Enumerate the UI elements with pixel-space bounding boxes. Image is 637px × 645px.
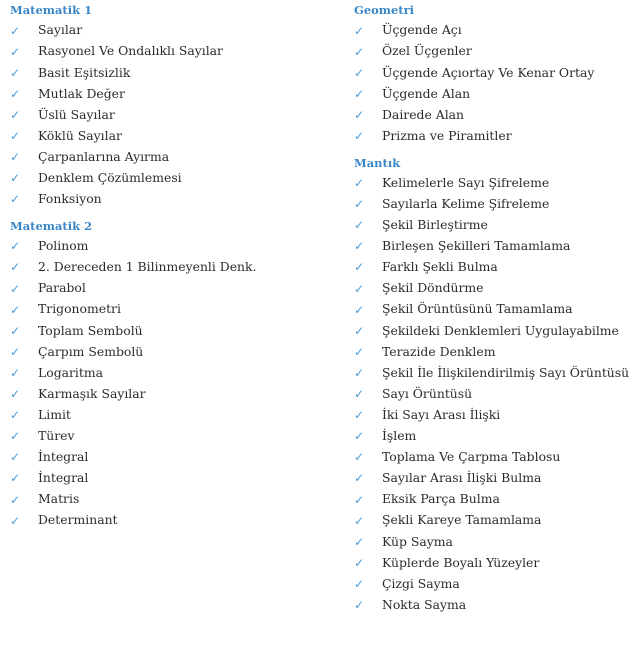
list-item-label: Küp Sayma [382, 533, 453, 549]
checkmark-icon: ✓ [10, 192, 21, 207]
list-item [354, 489, 637, 510]
list-item [10, 510, 330, 531]
list-item-label: Dairede Alan [382, 106, 465, 122]
list-item [354, 573, 637, 594]
checkmark-icon: ✓ [354, 260, 365, 275]
checkmark-icon: ✓ [10, 150, 21, 165]
list-item [354, 125, 637, 146]
list-item [10, 62, 330, 83]
checkmark-icon: ✓ [354, 387, 365, 402]
list-item-label: Rasyonel Ve Ondalıklı Sayılar [38, 43, 223, 59]
list-item-label: Nokta Sayma [382, 596, 467, 612]
list-item [354, 384, 637, 405]
checkmark-icon: ✓ [10, 260, 21, 275]
list-item [10, 468, 330, 489]
section-mantik [354, 153, 637, 616]
list-item-label: Toplama Ve Çarpma Tablosu [382, 449, 561, 465]
list-item-label: Çarpanlarına Ayırma [38, 148, 170, 164]
list-item-label: Köklü Sayılar [38, 127, 122, 143]
checkmark-icon: ✓ [354, 429, 365, 444]
list-item-label: 2. Dereceden 1 Bilinmeyenli Denk. [38, 259, 257, 275]
list-item-label: Trigonometri [38, 301, 121, 317]
checkmark-icon: ✓ [354, 450, 365, 465]
list-item [10, 278, 330, 299]
list-item [354, 468, 637, 489]
list-item [10, 320, 330, 341]
section-title: Geometri [354, 3, 415, 17]
list-item [354, 426, 637, 447]
checkmark-icon: ✓ [10, 86, 21, 101]
section-matematik-1 [10, 0, 330, 210]
checkmark-icon: ✓ [354, 281, 365, 296]
list-item [10, 147, 330, 168]
list-item [354, 531, 637, 552]
checkmark-icon: ✓ [10, 450, 21, 465]
list-item-label: Türev [38, 428, 75, 444]
right-column [354, 0, 637, 622]
checkmark-icon: ✓ [354, 107, 365, 122]
list-item [10, 447, 330, 468]
list-item-label: Üçgende Alan [382, 85, 471, 101]
checkmark-icon: ✓ [354, 65, 365, 80]
list-item [10, 125, 330, 146]
list-item [10, 426, 330, 447]
list-item [10, 189, 330, 210]
list-item [354, 278, 637, 299]
checkmark-icon: ✓ [354, 365, 365, 380]
list-item-label: Şekil Örüntüsünü Tamamlama [382, 301, 573, 317]
checkmark-icon: ✓ [10, 302, 21, 317]
list-item-label: Denklem Çözümlemesi [38, 170, 182, 185]
list-item-label: Terazide Denklem [382, 343, 496, 359]
list-item-label: Üçgende Açıortay Ve Kenar Ortay [382, 64, 595, 80]
list-item [10, 41, 330, 62]
checkmark-icon: ✓ [10, 344, 21, 359]
list-item [354, 62, 637, 83]
list-item-label: Şekildeki Denklemleri Uygulayabilme [382, 322, 619, 338]
list-item [354, 405, 637, 426]
checkmark-icon: ✓ [10, 492, 21, 507]
checkmark-icon: ✓ [354, 597, 365, 612]
checkmark-icon: ✓ [10, 65, 21, 80]
list-item-label: Sayılar Arası İlişki Bulma [382, 470, 542, 486]
list-item-label: Fonksiyon [38, 191, 102, 207]
list-item [10, 257, 330, 278]
list-item [354, 341, 637, 362]
checkmark-icon: ✓ [354, 555, 365, 570]
checkmark-icon: ✓ [10, 471, 21, 486]
list-item-label: Basit Eşitsizlik [38, 64, 131, 80]
list-item [354, 320, 637, 341]
list-item-label: Üçgende Açı [382, 22, 462, 38]
section-matematik-2 [10, 216, 330, 531]
checkmark-icon: ✓ [10, 107, 21, 122]
checkmark-icon: ✓ [10, 513, 21, 528]
section-title: Matematik 2 [10, 218, 93, 233]
list-item-label: Kelimelerle Sayı Şifreleme [382, 174, 550, 190]
checkmark-icon: ✓ [10, 387, 21, 402]
list-item-label: Sayılar [38, 22, 83, 38]
list-item [354, 594, 637, 615]
list-item-label: Şekil İle İlişkilendirilmiş Sayı Örüntüsü [382, 364, 630, 380]
list-item [10, 20, 330, 41]
list-item [354, 236, 637, 257]
list-item [10, 489, 330, 510]
list-item-label: Karmaşık Sayılar [38, 385, 146, 401]
section-title: Mantık [354, 155, 401, 170]
list-item [354, 362, 637, 383]
section-geometri [354, 0, 637, 147]
list-item-label: Özel Üçgenler [382, 43, 472, 59]
section-title: Matematik 1 [10, 3, 93, 17]
list-item-label: Determinant [38, 512, 118, 528]
list-item [354, 194, 637, 215]
checkmark-icon: ✓ [10, 129, 21, 144]
list-item [10, 341, 330, 362]
list-item-label: İntegral [38, 470, 89, 486]
checkmark-icon: ✓ [10, 323, 21, 338]
list-item-label: Şekil Döndürme [382, 280, 484, 296]
list-item [354, 41, 637, 62]
checkmark-icon: ✓ [354, 534, 365, 549]
list-item-label: Polinom [38, 238, 89, 254]
list-item [354, 552, 637, 573]
checkmark-icon: ✓ [354, 302, 365, 317]
checkmark-icon: ✓ [10, 23, 21, 38]
list-item-label: Eksik Parça Bulma [382, 491, 500, 507]
checkmark-icon: ✓ [354, 323, 365, 338]
checkmark-icon: ✓ [354, 492, 365, 507]
list-item-label: İki Sayı Arası İlişki [382, 406, 501, 422]
list-item-label: Sayı Örüntüsü [382, 385, 473, 401]
list-item [354, 173, 637, 194]
list-item-label: Matris [38, 491, 80, 507]
left-column [10, 0, 330, 537]
checkmark-icon: ✓ [10, 239, 21, 254]
checkmark-icon: ✓ [354, 344, 365, 359]
list-item [10, 405, 330, 426]
list-item-label: Limit [38, 406, 71, 422]
list-item [354, 447, 637, 468]
list-item [10, 83, 330, 104]
checkmark-icon: ✓ [354, 576, 365, 591]
list-item-label: Çizgi Sayma [382, 575, 460, 591]
checkmark-icon: ✓ [354, 471, 365, 486]
checkmark-icon: ✓ [354, 197, 365, 212]
list-item [354, 215, 637, 236]
list-item-label: Şekil Birleştirme [382, 217, 488, 233]
checkmark-icon: ✓ [354, 44, 365, 59]
list-item [10, 236, 330, 257]
list-item-label: Şekli Kareye Tamamlama [382, 512, 542, 528]
list-item-label: Parabol [38, 280, 86, 296]
checkmark-icon: ✓ [10, 365, 21, 380]
list-item [354, 104, 637, 125]
checkmark-icon: ✓ [10, 171, 21, 186]
checkmark-icon: ✓ [10, 44, 21, 59]
list-item-label: Farklı Şekli Bulma [382, 259, 498, 275]
checkmark-icon: ✓ [10, 281, 21, 296]
list-item-label: Toplam Sembolü [38, 322, 143, 338]
list-item-label: Küplerde Boyalı Yüzeyler [382, 554, 540, 570]
list-item [10, 299, 330, 320]
list-item [354, 510, 637, 531]
list-item [10, 384, 330, 405]
checkmark-icon: ✓ [10, 429, 21, 444]
list-item-label: İşlem [382, 428, 417, 444]
list-item-label: Üslü Sayılar [38, 106, 115, 122]
list-item-label: Sayılarla Kelime Şifreleme [382, 196, 550, 211]
list-item [354, 83, 637, 104]
checkmark-icon: ✓ [354, 86, 365, 101]
checkmark-icon: ✓ [354, 23, 365, 38]
checkmark-icon: ✓ [354, 129, 365, 144]
list-item [10, 104, 330, 125]
checkmark-icon: ✓ [354, 408, 365, 423]
checkmark-icon: ✓ [354, 239, 365, 254]
list-item [10, 168, 330, 189]
list-item-label: Prizma ve Piramitler [382, 127, 512, 143]
list-item-label: Mutlak Değer [38, 85, 125, 101]
list-item [354, 20, 637, 41]
list-item-label: İntegral [38, 449, 89, 465]
list-item [354, 299, 637, 320]
list-item [354, 257, 637, 278]
list-item [10, 362, 330, 383]
list-item-label: Logaritma [38, 364, 104, 380]
checkmark-icon: ✓ [10, 408, 21, 423]
list-item-label: Çarpım Sembolü [38, 343, 144, 359]
checkmark-icon: ✓ [354, 176, 365, 191]
checkmark-icon: ✓ [354, 218, 365, 233]
checkmark-icon: ✓ [354, 513, 365, 528]
list-item-label: Birleşen Şekilleri Tamamlama [382, 238, 571, 254]
